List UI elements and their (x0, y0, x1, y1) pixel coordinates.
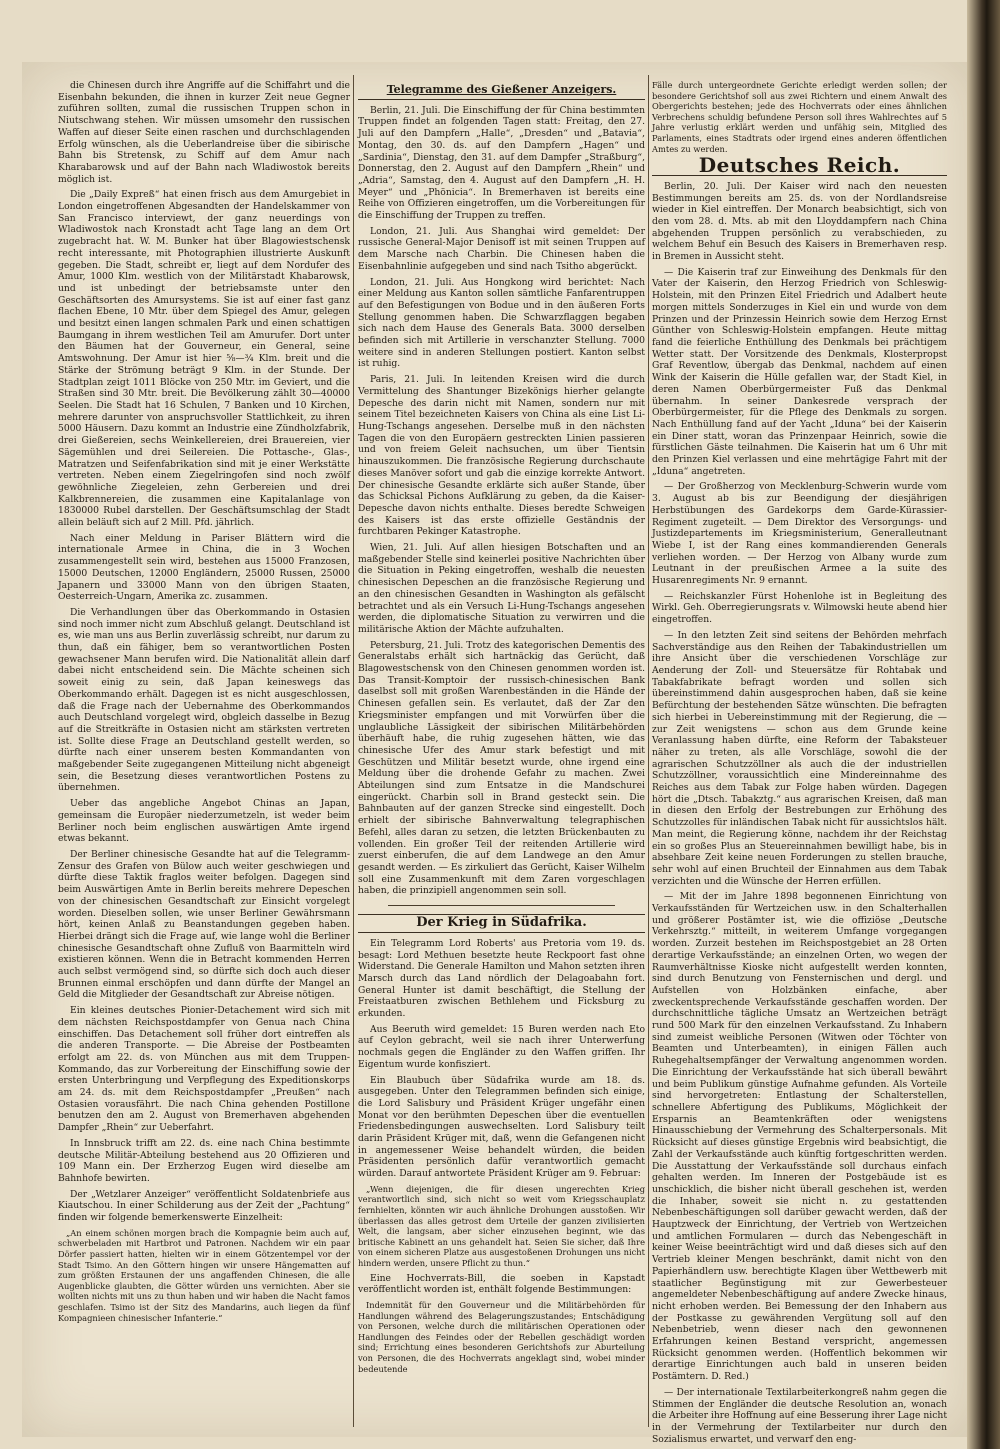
article-paragraph: Aus Beeruth wird gemeldet: 15 Buren werden nach Eto auf Ceylon gebracht, weil sie nach ihrer Unterwerfung nochmals gegen die Engländer zu den Waffen griffen. Ihr Eigentum wurde konfisziert. (358, 1023, 645, 1070)
article-paragraph: — Der Großherzog von Mecklenburg-Schwerin wurde vom 3. August ab bis zur Beendigung der diesjährigen Herbstübungen des Gardekorps dem Garde-Kürassier-Regiment zugeteilt. — Dem Direktor des Versorgungs- und Justizdepartements im Kriegsministerium, Generalleutnant Wiebe I, ist der Rang eines kommandierenden Generals verliehen worden. — Der Herzog von Albany wurde zum Leutnant in der preußischen Armee a la suite des Husarenregiments Nr. 9 ernannt. (652, 481, 947, 587)
telegramme-heading: Telegramme des Gießener Anzeigers. (358, 82, 645, 100)
reich-articles (652, 181, 947, 1446)
article-paragraph: „An einem schönen morgen brach die Kompagnie beim auch auf, schwerbeladen mit Hartbrot und Patronen. Nachdem wir ein paar Dörfer passiert hatten, hielten wir in einem Götzentempel vor der Stadt Tsimo. An den Göttern hingen wir unsere Hängematten auf zum größten Erstaunen der uns angaffenden Chinesen, die alle Augenblicke glaubten, die Götter würden uns vernichten. Aber sie wollten nichts mit uns zu thun haben und wir haben die Nacht famos geschlafen. Tsimo ist der Sitz des Mandarins, auch liegen da fünf Kompagnieen chinesischer Infanterie.“ (58, 1227, 350, 1323)
article-paragraph: Berlin, 20. Juli. Der Kaiser wird nach den neuesten Bestimmungen bereits am 25. ds. von der Nordlandsreise wieder in Kiel eintreffen. Der Monarch beabsichtigt, sich von den vom 28. d. Mts. ab mit den Lloyddampfern nach China abgehenden Truppen persönlich zu verabschieden, zu welchem Behuf ein Besuch des Kaisers in Bremerhaven resp. in Bremen in Aussicht steht. (652, 180, 947, 263)
article-paragraph: Indemnität für den Gouverneur und die Militärbehörden für Handlungen während des Belagerungszustandes; Entschädigung von Personen, welche durch die militärischen Operationen oder Handlungen des Feindes oder der Rebellen geschädigt worden sind; Errichtung eines besonderen Gerichtshofs zur Aburteilung von Personen, die des Hochverrats angeklagt sind, wobei minder bedeutende (358, 1300, 645, 1374)
article-paragraph: Ein Blaubuch über Südafrika wurde am 18. ds. ausgegeben. Unter den Telegrammen befinden sich einige, die Lord Salisbury und Präsident Krüger ungefähr einen Monat vor den berühmten Depeschen über die eventuellen Friedensbedingungen auswechselten. Lord Salisbury teilt darin Präsident Krüger mit, daß, wenn die Gefangenen nicht in angemessener Weise behandelt würden, die beiden Präsidenten persönlich dafür verantwortlich gemacht würden. Darauf antwortete Präsident Krüger am 9. Februar: (358, 1074, 645, 1180)
article-paragraph: Ein kleines deutsches Pionier-Detachement wird sich mit dem nächsten Reichspostdampfer von Genua nach China einschiffen. Das Detachement soll früher dort eintreffen als die anderen Transporte. — Die Abreise der Postbeamten erfolgt am 22. ds. von München aus mit dem Truppen-Kommando, das zur Vorbereitung der Einschiffung sowie der ersten Unterbringung und Verpflegung des Expeditionskorps am 24. ds. mit dem Reichspostdampfer „Preußen“ nach Ostasien vorausfährt. Die nach China gehenden Postillone benutzen den am 2. August von Bremerhaven abgehenden Dampfer „Rhein“ zur Ueberfahrt. (58, 1005, 350, 1134)
krieg-heading: Der Krieg in Südafrika. (358, 914, 645, 933)
article-paragraph: Der „Wetzlarer Anzeiger“ veröffentlicht Soldatenbriefe aus Kiautschou. In einer Schilderung aus der Zeit der „Pachtung“ finden wir folgende bemerkenswerte Einzelheit: (58, 1188, 350, 1224)
article-paragraph: — Die Kaiserin traf zur Einweihung des Denkmals für den Vater der Kaiserin, den Herzog Friedrich von Schleswig-Holstein, mit den Prinzen Eitel Friedrich und Adalbert heute morgen mittels Sonderzuges in Kiel ein und wurde von dem Prinzen und der Prinzessin Heinrich sowie dem Herzog Ernst Günther von Schleswig-Holstein empfangen. Heute mittag fand die feierliche Enthüllung des Denkmals bei prächtigem Wetter statt. Der Vorsitzende des Denkmals, Klosterpropst Graf Reventlow, übergab das Denkmal, nachdem auf einen Wink der Kaiserin die Hülle gefallen war, der Stadt Kiel, in deren Namen Oberbürgermeister Fuß das Denkmal übernahm. In seiner Dankesrede versprach der Oberbürgermeister, für die Pflege des Denkmals zu sorgen. Nach Enthüllung fand auf der Yacht „Iduna“ bei der Kaiserin ein Diner statt, woran das Prinzenpaar Heinrich, sowie die fürstlichen Gäste teilnahmen. Die Kaiserin hat um 6 Uhr mit den Prinzen Kiel verlassen und eine mehrtägige Fahrt mit der „Iduna“ angetreten. (652, 266, 947, 477)
article-paragraph: Die „Daily Expreß“ hat einen frisch aus dem Amurgebiet in London eingetroffenen Abgesandten der Handelskammer von San Francisco interviewt, der ganz neuerdings von Wladiwostok nach Kronstadt acht Tage lang an dem Ort zugebracht hat. W. M. Bunker hat über Blagowiestschensk recht interessante, mit Photographien illustrierte Auskunft gegeben. Die Stadt, schreibt er, liegt auf dem Nordufer des Amur, 1000 Klm. westlich von der Militärstadt Khabarowsk, und ist unbedingt der betriebsamste unter den Geschäftsorten des Amursystems. Sie ist auf einer fast ganz flachen Ebene, 10 Mtr. über dem Spiegel des Amur, gelegen und besitzt einen langen schmalen Park und einen schattigen Baumgang in ihrem westlichen Teil am Amurufer. Dort unter den Bäumen hat der Gouverneur, ein General, seine Amtswohnung. Der Amur ist hier ⅝—¾ Klm. breit und die Stärke der Strömung beträgt 9 Klm. in der Stunde. Der Stadtplan zeigt 1011 Blöcke von 250 Mtr. im Geviert, und die Straßen sind 30 Mtr. breit. Die Bevölkerung zählt 30—40000 Seelen. Die Stadt hat 16 Schulen, 7 Banken und 10 Kirchen, mehrere darunter von anspruchsvoller Stattlichkeit, zu ihren 5000 Häusern. Dazu kommt an Industrie eine Zündholzfabrik, drei Gießereien, sechs Weinkellereien, drei Brauereien, vier Sägemühlen und drei Seilereien. Die Pottasche-, Glas-, Matratzen und Seifenfabrikation sind mit je einer Werkstätte vertreten. Neben einem Ziegelringofen sind noch zwölf gewöhnliche Ziegeleien, zehn Gerbereien und drei Kalkbrennereien, die zusammen eine Kapitalanlage von 1830000 Rubel darstellen. Der Geschäftsumschlag der Stadt allein beläuft sich auf 2 Mill. Pfd. jährlich. (58, 189, 350, 529)
article-paragraph: Der Berliner chinesische Gesandte hat auf die Telegramm-Zensur des Grafen von Bülow auch weiter geschwiegen und dürfte diese Taktik fraglos weiter befolgen. Dagegen sind beim Auswärtigen Amte in Berlin bereits mehrere Depeschen von der chinesischen Gesandtschaft zur Einsicht vorgelegt worden. Dieselben sollen, wie unser Berliner Gewährsmann hört, keinen Anlaß zu Beanstandungen gegeben haben. Hierbei drängt sich die Frage auf, wie lange wohl die Berliner chinesische Gesandtschaft ohne Zufluß von Baarmitteln wird existieren können. Wenn die in Betracht kommenden Herren auch selbst vermögend sind, so dürfte sich doch auch dieser Brunnen einmal erschöpfen und dann dürfte der Mangel an Geld die Mitglieder der Gesandtschaft zur Abreise nötigen. (58, 849, 350, 1001)
article-paragraph: — Mit der im Jahre 1898 begonnenen Einrichtung von Verkaufsständen für Wertzeichen usw. in den Schalterhallen und größerer Postämter ist, wie die offiziöse „Deutsche Verkehrsztg.“ mitteilt, in weiterem Umfange vorgegangen worden. Zurzeit bestehen im Reichspostgebiet an 28 Orten derartige Verkaufsstände; an einzelnen Orten, wo wegen der Raumverhältnisse Kioske nicht aufgestellt werden konnten, sind durch Benutzung von Fensternischen und dergl. und Aufstellen von Holzbänken einfache, aber zweckentsprechende Verkaufsstände geschaffen worden. Der durchschnittliche tägliche Umsatz an Wertzeichen beträgt rund 500 Mark für den einzelnen Verkaufsstand. Zu Inhabern sind zumeist weibliche Personen (Witwen oder Töchter von Beamten und Unterbeamten), in einigen Fällen auch Ruhegehaltsempfänger der Verwaltung angenommen worden. Die Einrichtung der Verkaufsstände hat sich überall bewährt und beim Publikum günstige Aufnahme gefunden. Als Vorteile sind hervorgetreten: Entlastung der Schalterstellen, schnellere Abfertigung des Publikums, Möglichkeit der Ersparnis an Beamtenkräften oder wenigstens Hinausschiebung der Vermehrung des Schalterpersonals. Mit Rücksicht auf dieses günstige Ergebnis wird beabsichtigt, die Zahl der Verkaufsstände auch künftig fortgeschritten werden. Die Ausstattung der Verkaufsstände soll durchaus einfach gehalten werden. Im Inneren der Postgebäude ist es unschicklich, die bisher nicht überall geschehen ist, werden die Inhaber, soweit sie nicht n. zu gestattenden Nebenbeschäftigungen soll darüber gewacht werden, daß der Hauptzweck der Einrichtung, der Vertrieb von Wertzeichen und amtlichen Formularen — durch das Nebengeschäft in keiner Weise beeinträchtigt wird und daß dieses sich auf den Vertrieb kleiner Mengen beschränkt, damit nicht von den Papierhändlern usw. berechtigte Klagen über Wettbewerb mit staatlicher Begünstigung mit zur Gewerbesteuer angemeldeter Nebenbeschäftigung auf andere Zwecke hinaus, nicht erhoben werden. Bei Bemessung der den Inhabern aus der Postkasse zu gewährenden Vergütung soll auf den Nebenbetrieb, wenn dieser nach den gewonnenen Erfahrungen keinen Bestand verspricht, angemessen Rücksicht genommen werden. (Hoffentlich bekommen wir derartige Einrichtungen auch bald in unseren beiden Postämtern. D. Red.) (652, 891, 947, 1383)
right-column (652, 80, 948, 1445)
middle-column (358, 80, 645, 1425)
krieg-articles (358, 938, 645, 1374)
article-paragraph: — In den letzten Zeit sind seitens der Behörden mehrfach Sachverständige aus den Reihen der Tabakindustriellen um ihre Ansicht über die verschiedenen Vorschläge zur Aenderung der Zoll- und Steuersätze für Rohtabak und Tabakfabrikate befragt worden und sollen sich übereinstimmend dahin ausgesprochen haben, daß sie keine Befürchtung der bestehenden Sätze wünschten. Die befragten sich hierbei in Uebereinstimmung mit der Regierung, die — zur Zeit wenigstens — schon aus dem Grunde keine Veranlassung haben dürfte, eine Reform der Tabaksteuer näher zu treten, als alle Vorschläge, sowohl die der agrarischen Schutzzöllner als auch die der industriellen Schutzzöllner, voraussichtlich eine Mindereinnahme des Reiches aus dem Tabak zur Folge haben würden. Dagegen hört die „Dtsch. Tabakztg.“ aus agrarischen Kreisen, daß man in diesen den Erfolg der Bestrebungen zur Erhöhung des Schutzzolles für inländischen Tabak nicht für aussichtslos hält. Man meint, die Regierung könne, nachdem ihr der Reichstag ein so großes Plus an Steuereinnahmen bewilligt habe, bis in absehbare Zeit keine neuen Forderungen zu stellen brauche, sehr wohl auf einen Bruchteil der Einnahmen aus dem Tabak verzichten und die Wünsche der Herren erfüllen. (652, 629, 947, 887)
column-rule (353, 75, 354, 1427)
continued-text: Fälle durch untergeordnete Gerichte erledigt werden sollen; der besondere Gerichtshof soll aus zwei Richtern und einem Anwalt des Obergerichts bestehen; jede des Hochverrats oder eines ähnlichen Verbrechens schuldig befundene Person soll ihres Wahlrechtes auf 5 Jahre verlustig erklärt werden und unfähig sein, Mitglied des Parlaments, eines Stadtrats oder irgend eines anderen öffentlichen Amtes zu werden. (652, 80, 947, 154)
article-paragraph: „Wenn diejenigen, die für diesen ungerechten Krieg verantwortlich sind, sich nicht so weit vom Kriegsschauplatz fernhielten, könnten wir auch ähnliche Drohungen ausstoßen. Wir überlassen das alles getrost dem Urteile der ganzen zivilisierten Welt, die langsam, aber sicher einzusehen beginnt, wie das britische Kabinett an uns gehandelt hat. Seien Sie sicher, daß Ihre von einem sicheren Platze aus ausgestoßenen Drohungen uns nicht hindern werden, unsere Pflicht zu thun.“ (358, 1183, 645, 1269)
article-paragraph: London, 21. Juli. Aus Hongkong wird berichtet: Nach einer Meldung aus Kanton sollen sämtliche Fanfarentruppen auf den Befestigungen von Bodue und in den äußeren Forts Stellung genommen haben. Die Schwarzflaggen begaben sich nach dem Hause des Generals Bata. 3000 derselben befinden sich mit Artillerie in verschanzter Stellung. 7000 weitere sind in anderen Stellungen postiert. Kanton selbst ist ruhig. (358, 276, 645, 370)
article-paragraph: Paris, 21. Juli. In leitenden Kreisen wird die durch Vermittelung des Shantunger Bizekönigs hierher gelangte Depesche des darin nicht mit Namen, sondern nur mit seinem Titel bezeichneten Kaisers von China als eine List Li-Hung-Tschangs angesehen. Derselbe muß in den nächsten Tagen die von den Europäern gestreckten Linien passieren und von freiem Geleit nachsuchen, um über Tientsin hinauszukommen. Die französische Regierung durchschaute dieses Manöver sofort und gab die einzige korrekte Antwort. Der chinesische Gesandte erklärte sich außer Stande, über das Schicksal Pichons Aufklärung zu geben, da die Kaiser-Depesche davon nichts enthalte. Dieses beredte Schweigen des Kaisers ist das erste offizielle Geständnis der furchtbaren Pekinger Katastrophe. (358, 374, 645, 538)
article-paragraph: Nach einer Meldung in Pariser Blättern wird die internationale Armee in China, die in 3 Wochen zusammengestellt sein wird, bestehen aus 15000 Franzosen, 15000 Deutschen, 12000 Engländern, 25000 Russen, 25000 Japanern und 33000 Mann von den übrigen Staaten, Oesterreich-Ungarn, Amerika zc. zusammen. (58, 532, 350, 603)
article-paragraph: Wien, 21. Juli. Auf allen hiesigen Botschaften und an maßgebender Stelle sind keinerlei positive Nachrichten über die Situation in Peking eingetroffen, weshalb die neuesten chinesischen Depeschen an die französische Regierung und an den chinesischen Gesandten in Washington als gefälscht betrachtet und als ein Versuch Li-Hung-Tschangs angesehen werden, die diplomatische Situation zu verwirren und die militärische Aktion der Mächte aufzuhalten. (358, 542, 645, 635)
article-paragraph: die Chinesen durch ihre Angriffe auf die Schiffahrt und die Eisenbahn bekunden, die ihnen in kurzer Zeit neue Gegner zuführen sollten, zumal die russischen Truppen schon in Niutschwang stehen. Wir müssen umsomehr den russischen Waffen auf dieser Seite einen raschen und durchschlagenden Erfolg wünschen, als die Ueberlandreise über die sibirische Bahn bis Stretensk, zu Schiff auf dem Amur nach Kharabarowsk und auf der Bahn nach Wladiwostok bereits möglich ist. (58, 80, 350, 185)
article-paragraph: Ein Telegramm Lord Roberts' aus Pretoria vom 19. ds. besagt: Lord Methuen besetzte heute Reckpoort fast ohne Widerstand. Die Generale Hamilton und Mahon setzten ihren Marsch durch das Land nördlich der Delagoabahn fort. General Hunter ist damit beschäftigt, die Stellung der Freistaatburen zwischen Bethlehem und Ficksburg zu erkunden. (358, 937, 645, 1020)
article-paragraph: Petersburg, 21. Juli. Trotz des kategorischen Dementis des Generalstabs erhält sich hartnäckig das Gerücht, daß Blagowestschensk von den Chinesen genommen worden ist. Das Transit-Komptoir der russisch-chinesischen Bank daselbst soll mit großen Warenbeständen in die Hände der Chinesen gefallen sein. Es verlautet, daß der Zar den Kriegsminister empfangen und mit Vorwürfen über die unglaubliche Lässigkeit der sibirischen Militärbehörden überhäuft habe, die ruhig zugesehen hätten, wie das chinesische Ufer des Amur stark befestigt und mit Geschützen und Militär besetzt wurde, ohne irgend eine Meldung über die drohende Gefahr zu machen. Zwei Abteilungen sind zum Entsatze in die Mandschurei eingerückt. Charbin soll in Brand gesteckt sein. Die Bahnbauten auf der ganzen Strecke sind eingestellt. Doch erhielt der sibirische Bahnverwaltung telegraphischen Befehl, alles daran zu setzen, die letzten Brückenbauten zu vollenden. Ein großer Teil der reitenden Artillerie wird zuerst einberufen, die auf dem Landwege an den Amur gesandt werden. — Es zirkuliert das Gerücht, Kaiser Wilhelm soll eine Zusammenkunft mit dem Zaren vorgeschlagen haben, die prinzipiell angenommen sein soll. (358, 639, 645, 897)
article-paragraph: In Innsbruck trifft am 22. ds. eine nach China bestimmte deutsche Militär-Abteilung bestehend aus 20 Offizieren und 109 Mann ein. Der Erzherzog Eugen wird dieselbe am Bahnhofe bewirten. (58, 1137, 350, 1184)
article-paragraph: — Reichskanzler Fürst Hohenlohe ist in Begleitung des Wirkl. Geh. Oberregierungsrats v. Wilmowski heute abend hier eingetroffen. (652, 590, 947, 626)
left-column-articles (58, 80, 350, 1323)
adjacent-page-edge (975, 120, 997, 1390)
article-paragraph: Ueber das angebliche Angebot Chinas an Japan, gemeinsam die Europäer niederzumetzeln, ist weder beim Berliner noch beim englischen auswärtigen Amte irgend etwas bekannt. (58, 798, 350, 845)
reich-heading: Deutsches Reich. (652, 158, 947, 176)
section-divider (388, 905, 615, 906)
article-paragraph: London, 21. Juli. Aus Shanghai wird gemeldet: Der russische General-Major Denisoff ist mit seinen Truppen auf dem Marsche nach Charbin. Die Chinesen haben die Eisenbahnlinie aufgegeben und sind nach Tsitho abgerückt. (358, 225, 645, 272)
article-paragraph: Eine Hochverrats-Bill, die soeben in Kapstadt veröffentlicht worden ist, enthält folgende Bestimmungen: (358, 1272, 645, 1296)
left-column (58, 80, 350, 1425)
column-rule (648, 75, 649, 1427)
telegramme-articles (358, 105, 645, 897)
article-paragraph: — Der internationale Textilarbeiterkongreß nahm gegen die Stimmen der Engländer die deutsche Resolution an, wonach die Arbeiter ihre Hoffnung auf eine Besserung ihrer Lage nicht in der Vermehrung der Textilarbeiter nur durch den Sozialismus erwartet, und verwarf den eng- (652, 1386, 948, 1445)
article-paragraph: Berlin, 21. Juli. Die Einschiffung der für China bestimmten Truppen findet an folgenden Tagen statt: Freitag, den 27. Juli auf den Dampfern „Halle“, „Dresden“ und „Batavia“, Montag, den 30. ds. auf den Dampfern „Hagen“ und „Sardinia“, Dienstag, den 31. auf dem Dampfer „Straßburg“, Donnerstag, den 2. August auf den Dampfern „Rhein“ und „Adria“, Samstag, den 4. August auf den Dampfern „H. H. Meyer“ und „Phönicia“. In Bremerhaven ist bereits eine Reihe von Offizieren eingetroffen, um die Vorbereitungen für die Einschiffung der Truppen zu treffen. (358, 104, 645, 222)
article-paragraph: Die Verhandlungen über das Oberkommando in Ostasien sind noch immer nicht zum Abschluß gelangt. Deutschland ist es, wie man uns aus Berlin zuverlässig schreibt, nur darum zu thun, daß ein fähiger, bem so verantwortlichen Posten gewachsener Mann berufen wird. Die Nationalität allein darf dabei nicht entscheidend sein. Die Mächte scheinen sich soweit einig zu sein, daß Japan keineswegs das Oberkommando erhält. Dagegen ist es nicht ausgeschlossen, daß die Frage nach der Uebernahme des Oberkommandos auch Deutschland vorgelegt wird, obgleich dasselbe in Bezug auf die Streitkräfte in Ostasien nicht am stärksten vertreten ist. Sollte diese Frage an Deutschland gestellt werden, so dürfte nach einer unserem besten Kommandanten von maßgebender Seite zugegangenen Mitteilung nicht abgeneigt sein, die Besetzung dieses verantwortlichen Postens zu übernehmen. (58, 606, 350, 794)
